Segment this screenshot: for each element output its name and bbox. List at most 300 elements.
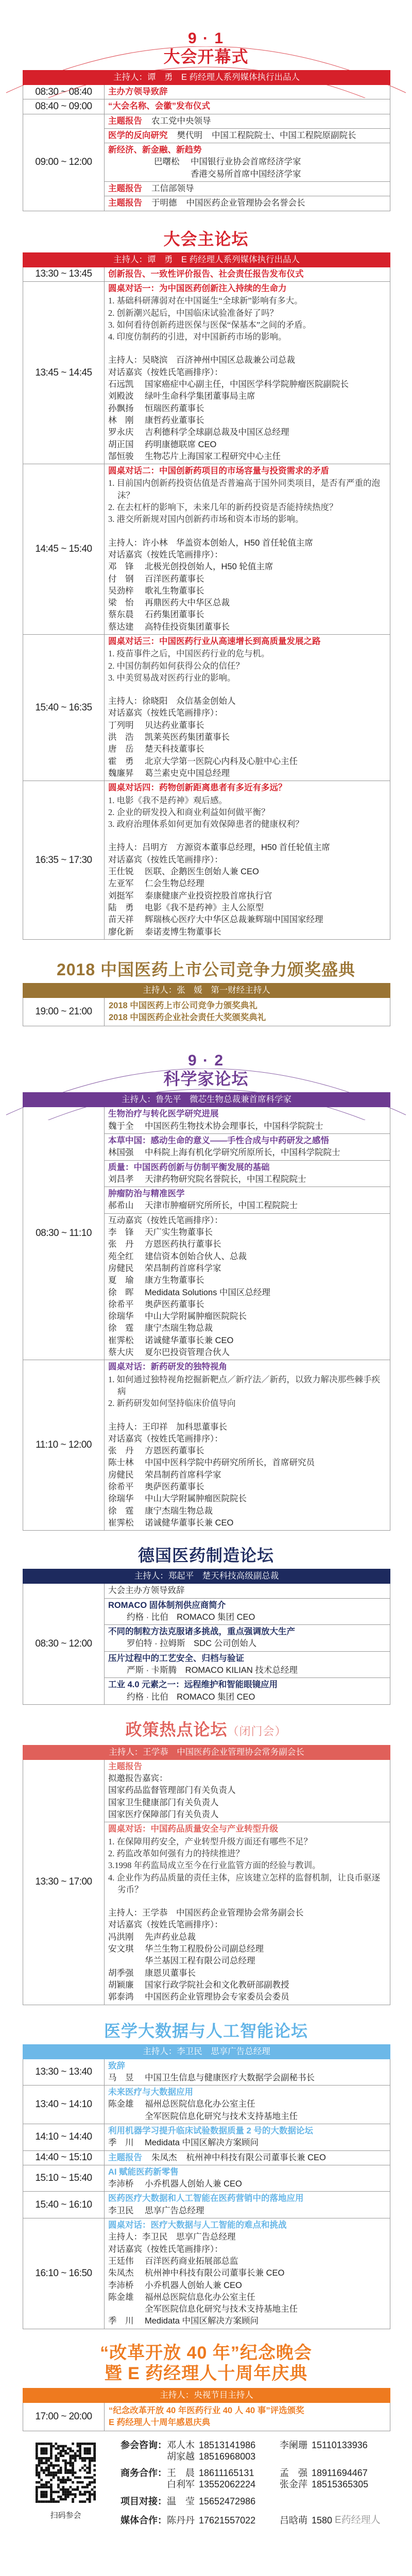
session-content (105, 1584, 390, 1704)
guest-role: 全军医院信息化研究与技术支持基地主任 (145, 2304, 298, 2314)
contact-entry (280, 2479, 368, 2490)
guest (108, 1227, 386, 1239)
qr-module (64, 2462, 67, 2465)
qr-module (43, 2469, 45, 2472)
qr-module (77, 2443, 79, 2445)
session-title: ROMACO 固体制剂供应商简介 (108, 1600, 226, 1610)
date-label: 9 · 2 (183, 1053, 229, 1069)
qr-module (74, 2494, 77, 2496)
qr-module (70, 2486, 72, 2489)
guest-role: 方恩医药执行董事长 (145, 1240, 221, 1249)
qr-module (86, 2477, 89, 2479)
guest-name: 蔡大庆 (108, 1348, 134, 1358)
guest-role: 中山大学附属肿瘤医院院长 (145, 1494, 247, 1504)
guest-name: 张 丹 (108, 1446, 134, 1456)
schedule-row (23, 634, 390, 781)
speaker-name: 朱凤杰 (151, 2153, 177, 2162)
session-title: 2018 中国医药上市公司竞争力颁奖典礼 (109, 1001, 258, 1010)
guest-role: 方恩医药董事长 (145, 1446, 204, 1456)
qr-module (70, 2460, 72, 2462)
time-slot: 19:00 ~ 21:00 (23, 998, 105, 1026)
contact-entry (167, 2451, 255, 2462)
qr-module (62, 2491, 64, 2494)
guest-role: 中国医药企业管理协会专家委员会委员 (145, 1992, 289, 2002)
qr-code (36, 2443, 96, 2503)
guest-role: 康方生物董事长 (145, 1276, 204, 1285)
speaker-line: 约格 · 比伯 ROMACO 集团 CEO (127, 1692, 255, 1702)
session-title-line (108, 86, 386, 98)
time-slot: 16:35 ~ 17:30 (23, 781, 105, 939)
qr-module (86, 2443, 89, 2445)
speaker-name: 魏于全 (108, 1121, 134, 1131)
session-title-line (108, 2060, 386, 2072)
session-item (105, 2059, 390, 2086)
discussion-question: 1. 目前国内创新药投资估值是否普遍高于国外同类项目，是否有严重的泡沫？ (108, 478, 380, 500)
guest-role: 华兰基因工程有限公司总经理 (145, 1956, 255, 1966)
speaker-name: 巴曙松 (154, 157, 180, 167)
schedule-table (23, 998, 390, 1027)
guest (108, 451, 386, 463)
speaker (108, 1174, 386, 1185)
qr-module (45, 2486, 48, 2489)
qr-module (40, 2448, 43, 2450)
qr-module (36, 2469, 38, 2472)
session-title: 主题报告 (108, 116, 142, 126)
qr-module (47, 2460, 50, 2462)
guest-name: 崔霁松 (108, 1518, 134, 1528)
qr-module (89, 2457, 91, 2460)
session-title-line (108, 183, 386, 195)
schedule-row (23, 1760, 390, 2005)
guest-name: 崔霁松 (108, 1335, 134, 1345)
qr-module (86, 2486, 89, 2489)
guest-role: 泰诺麦博生物董事长 (145, 927, 221, 937)
spacer (108, 526, 386, 537)
qr-module (47, 2472, 50, 2475)
qr-module (36, 2457, 38, 2460)
guest (108, 890, 386, 902)
guest (108, 439, 386, 451)
qr-module (45, 2474, 48, 2477)
guest-name: 房健民 (108, 1470, 134, 1480)
qr-module (45, 2448, 48, 2450)
moderator: 主持人：王学恭 中国医药企业管理协会常务副会长 (108, 1908, 304, 1918)
guest (108, 1481, 386, 1493)
time-slot: 17:00 ~ 20:00 (23, 2403, 105, 2431)
guest-role: 仁会生物总经理 (145, 879, 204, 889)
qr-module (47, 2457, 50, 2460)
schedule-row (23, 2124, 390, 2150)
session-content (105, 282, 390, 464)
qr-module (50, 2488, 53, 2491)
qr-module (55, 2472, 57, 2475)
guest-name: 孙飘扬 (108, 403, 134, 413)
schedule-table (23, 2059, 390, 2329)
session-item (105, 2218, 390, 2329)
session-title: 主题报告 (108, 198, 142, 208)
guest-role: 吉利德科学全球副总裁及中国区总经理 (145, 428, 289, 437)
discussion-question: 4. 印度仿制药的引进，对中国新药市场的影响。 (108, 332, 287, 342)
session-title-line (108, 1626, 386, 1638)
qr-module (89, 2452, 91, 2455)
time-slot: 11:10 ~ 12:00 (23, 1360, 105, 1530)
qr-module (47, 2474, 50, 2477)
speaker-name: 陈金雄 (108, 2099, 134, 2109)
time-slot: 13:30 ~ 17:00 (23, 1760, 105, 2005)
qr-module (60, 2481, 62, 2484)
session-item (105, 1584, 390, 1598)
qr-module (60, 2472, 62, 2475)
qr-label: 扫码参会 (50, 2511, 81, 2520)
guest (108, 720, 386, 732)
session-item (105, 196, 390, 210)
qr-module (40, 2491, 43, 2494)
qr-module (74, 2460, 77, 2462)
guest-name: 郭泰鸿 (108, 1992, 134, 2002)
qr-module (84, 2448, 87, 2450)
session-title-line (108, 2125, 386, 2137)
speaker-name: 刘昌孝 (108, 1174, 134, 1184)
guest-role: 奥萨医药董事长 (145, 1482, 204, 1492)
guest-role: 康恩贝董事长 (145, 1968, 196, 1978)
qr-module (50, 2474, 53, 2477)
qr-module (91, 2477, 94, 2479)
guest-role: 国家行政学院社会和文化教研部副教授 (145, 1980, 289, 1990)
guest (108, 1299, 386, 1311)
contact-phone: 15652472986 (199, 2496, 256, 2507)
qr-module (57, 2491, 60, 2494)
qr-module (57, 2472, 60, 2475)
schedule-row (23, 85, 390, 99)
guests-label: 对话嘉宾（按姓氏笔画排序）： (108, 855, 223, 865)
qr-module (64, 2450, 67, 2452)
session-title-line (108, 2087, 386, 2098)
discussion-question: 2. 药监改革如何强有力的持续推进？ (108, 1848, 244, 1858)
qr-module (45, 2481, 48, 2484)
qr-module (43, 2450, 45, 2452)
guest (108, 1311, 386, 1323)
guest-name: 徐 霆 (108, 1324, 134, 1333)
qr-module (72, 2443, 74, 2445)
session-item (105, 2124, 390, 2150)
qr-module (84, 2477, 87, 2479)
discussion-question: 1. 在保障用药安全，产业转型升级方面还有哪些不足？ (108, 1836, 312, 1846)
date-header (0, 15, 412, 47)
watermark: E药经理人 (335, 2515, 381, 2526)
qr-module (36, 2443, 38, 2445)
qr-module (43, 2443, 45, 2445)
contact-entry (167, 2439, 255, 2451)
qr-module (64, 2472, 67, 2475)
guest-name: 胡正国 (108, 439, 134, 449)
discussion-question: 2. 在去杠杆的影响下，未来几年的新药投资是否能持续热度？ (108, 502, 338, 513)
session-title: 致辞 (108, 2061, 125, 2071)
section-title-line2: 暨 E 药经理人十周年庆典 (104, 2363, 308, 2383)
session-title-line (108, 1761, 386, 1773)
session-item (105, 1133, 390, 1160)
qr-module (60, 2469, 62, 2472)
guest-role: 夏尔巴投资管理合伙人 (145, 1348, 230, 1358)
qr-module (70, 2462, 72, 2465)
qr-module (72, 2498, 74, 2501)
guest-name: 季 川 (108, 2316, 134, 2326)
qr-module (50, 2484, 53, 2486)
qr-module (64, 2488, 67, 2491)
session-item (105, 128, 390, 143)
guest-role: 再鼎医药大中华区总裁 (145, 598, 230, 608)
qr-module (40, 2462, 43, 2465)
qr-module (62, 2494, 64, 2496)
time-slot: 14:40 ~ 15:10 (23, 2151, 105, 2165)
qr-module (74, 2455, 77, 2458)
session-item (105, 282, 390, 464)
qr-module (38, 2457, 41, 2460)
qr-module (72, 2472, 74, 2475)
session-item (105, 99, 390, 113)
qr-module (81, 2501, 84, 2503)
qr-module (40, 2494, 43, 2496)
discussion-question: 3.1998 年药监局成立至今在行业监管方面的经验与教训。 (108, 1860, 321, 1871)
spacer (108, 1410, 386, 1421)
qr-module (36, 2472, 38, 2475)
session-title-line (108, 197, 386, 209)
qr-module (40, 2469, 43, 2472)
qr-module (70, 2457, 72, 2460)
qr-module (91, 2443, 94, 2445)
guest (108, 1979, 386, 1991)
guest-name: 廖化新 (108, 927, 134, 937)
session-item (105, 181, 390, 196)
qr-module (47, 2481, 50, 2484)
qr-module (72, 2494, 74, 2496)
qr-module (50, 2498, 53, 2501)
guest-name: 魏廉昇 (108, 768, 134, 778)
guest-name: 蔡东晨 (108, 610, 134, 620)
qr-module (40, 2484, 43, 2486)
qr-module (84, 2469, 87, 2472)
guest (108, 1991, 386, 2003)
schedule-row (23, 2218, 390, 2329)
qr-module (93, 2469, 96, 2472)
session-title-line (108, 1600, 386, 1612)
session-content (105, 2059, 390, 2086)
qr-module (53, 2501, 55, 2503)
qr-module (36, 2445, 38, 2448)
schedule-row (23, 1107, 390, 1360)
contact-name: 吕晗萌 (280, 2515, 307, 2526)
section-title-text: “改革开放 40 年”纪念晚会 (100, 2343, 312, 2363)
qr-module (64, 2479, 67, 2482)
qr-module (55, 2457, 57, 2460)
contact-section (0, 2437, 412, 2526)
schedule-table (23, 267, 390, 940)
qr-module (43, 2491, 45, 2494)
guest (108, 2303, 386, 2315)
section-award (0, 960, 412, 1027)
qr-module (60, 2488, 62, 2491)
section-title-suffix: （闭门会） (227, 1724, 287, 1738)
speaker-name (154, 168, 191, 180)
host-bar: 主持人：谭 勇 E 药经理人系列媒体执行出品人 (23, 70, 390, 85)
qr-module (93, 2474, 96, 2477)
guest (108, 902, 386, 914)
session-item (105, 1213, 390, 1360)
qr-module (79, 2469, 81, 2472)
guest-role: 诺诚健华董事长兼 CEO (145, 1518, 234, 1528)
speaker-name: 工信部领导 (151, 184, 194, 194)
guest (108, 379, 386, 391)
qr-module (93, 2452, 96, 2455)
qr-module (93, 2496, 96, 2498)
speaker-role: 中国卫生信息与健康医疗大数据学会副秘书长 (145, 2073, 315, 2082)
qr-module (89, 2481, 91, 2484)
guest (108, 1347, 386, 1359)
section-title (0, 2022, 412, 2040)
guest-role: 泰康健康产业投资控股首席执行官 (145, 891, 272, 901)
qr-module (50, 2448, 53, 2450)
section-title-text: 大会主论坛 (163, 229, 249, 248)
session-title: 圆桌对话一：为中国医药创新注入持续的生命力 (108, 283, 287, 293)
qr-module (60, 2496, 62, 2498)
time-slot: 16:10 ~ 16:50 (23, 2218, 105, 2329)
qr-module (43, 2448, 45, 2450)
qr-module (45, 2467, 48, 2469)
qr-module (64, 2452, 67, 2455)
qr-module (36, 2491, 38, 2494)
guest (108, 1955, 386, 1967)
session-content (105, 2403, 390, 2431)
qr-module (79, 2455, 81, 2458)
discussion-question: 3. 中美贸易战对医药行业的影响。 (108, 672, 236, 683)
session-title: 本草中国：感动生命的意义——手性合成与中药研发之感悟 (108, 1136, 329, 1145)
guest-name: 邓 锋 (108, 562, 134, 572)
qr-module (89, 2443, 91, 2445)
qr-module (67, 2448, 70, 2450)
contact-label: 项目对接： (121, 2496, 167, 2507)
qr-module (93, 2498, 96, 2501)
session-title: 主题报告 (108, 184, 142, 194)
guests-label: 对话嘉宾（按姓氏笔画排序）： (108, 1920, 223, 1930)
qr-module (36, 2474, 38, 2477)
qr-module (38, 2501, 41, 2503)
qr-module (70, 2455, 72, 2458)
session-content (105, 1107, 390, 1360)
speaker-role: Medidata 中国区解决方案顾问 (145, 2138, 259, 2148)
qr-module (38, 2474, 41, 2477)
contact-name: 张金萍 (280, 2479, 307, 2490)
qr-module (43, 2472, 45, 2475)
guest (108, 1517, 386, 1529)
qr-module (70, 2450, 72, 2452)
session-content (105, 1760, 390, 2005)
guest-name: 唐 岳 (108, 744, 134, 754)
qr-module (50, 2464, 53, 2467)
guests-label: 对话嘉宾（按姓氏笔画排序）： (108, 550, 223, 560)
qr-module (50, 2450, 53, 2452)
qr-module (81, 2467, 84, 2469)
qr-module (89, 2460, 91, 2462)
time-slot: 13:45 ~ 14:45 (23, 282, 105, 464)
contact-phone: 18611165131 (199, 2468, 254, 2479)
section-title (0, 960, 412, 979)
guest-role: 国家癌症中心副主任，中国医学科学院肿瘤医院副院长 (145, 380, 349, 389)
discussion-question: 2. 新药研发如何坚持临床价值导向 (108, 1398, 236, 1409)
spacer (108, 343, 386, 354)
guest-role: 华兰生物工程股份公司副总经理 (145, 1944, 264, 1954)
qr-module (36, 2488, 38, 2491)
session-title-line (108, 2193, 386, 2205)
contact-name: 王 晨 (167, 2468, 195, 2479)
host-bar: 主持人：王学恭 中国医药企业管理协会常务副会长 (23, 1745, 390, 1760)
session-title: 质量：中国医药创新与仿制平衡发展的基础 (108, 1162, 270, 1172)
qr-module (81, 2486, 84, 2489)
guest-role: 荣昌制药首席科学家 (145, 1263, 221, 1273)
qr-module (91, 2488, 94, 2491)
qr-module (57, 2501, 60, 2503)
qr-module (40, 2501, 43, 2503)
discussion-question: 1. 基础科研薄弱对在中国诞生“全球新”影响有多大。 (108, 296, 303, 306)
qr-module (64, 2460, 67, 2462)
guest-role: 康宁杰瑞生物总裁 (145, 1506, 213, 1516)
guest-name: 刘殿波 (108, 392, 134, 401)
qr-module (43, 2501, 45, 2503)
contact-phone: 15110133936 (312, 2440, 368, 2451)
guest-role: 先声药业总裁 (145, 1932, 196, 1942)
qr-module (86, 2498, 89, 2501)
session-title: 工业 4.0 元素之一：远程维护和智能眼镜应用 (108, 1680, 278, 1690)
schedule-table (23, 1760, 390, 2005)
guest-name: 徐 晖 (108, 1287, 134, 1297)
qr-module (60, 2445, 62, 2448)
guest (108, 2267, 386, 2279)
qr-module (89, 2469, 91, 2472)
qr-module (36, 2498, 38, 2501)
session-content (105, 781, 390, 939)
guest-role: 小乔机器人创始人兼 CEO (145, 2280, 242, 2290)
guest-role: 建信资本创始合伙人、总裁 (145, 1251, 247, 1261)
qr-module (64, 2469, 67, 2472)
contact-phone: 13552062224 (199, 2479, 256, 2490)
qr-module (45, 2460, 48, 2462)
guest-name: 徐 霆 (108, 1506, 134, 1516)
qr-module (93, 2457, 96, 2460)
qr-module (36, 2450, 38, 2452)
qr-module (89, 2462, 91, 2465)
qr-module (64, 2445, 67, 2448)
guests-label: 互动嘉宾（按姓氏笔画排序）： (108, 1215, 223, 1225)
qr-module (74, 2488, 77, 2491)
qr-module (84, 2491, 87, 2494)
speaker (108, 2137, 386, 2149)
contact-entry (280, 2439, 368, 2451)
qr-module (67, 2462, 70, 2465)
session-title-line (108, 636, 386, 648)
qr-module (45, 2501, 48, 2503)
qr-module (77, 2486, 79, 2489)
qr-module (45, 2462, 48, 2465)
text-line: 大会主办方领导致辞 (108, 1586, 185, 1596)
session-title: 圆桌对话：医疗大数据与人工智能的难点和挑战 (108, 2221, 287, 2230)
qr-module (40, 2460, 43, 2462)
guest (108, 391, 386, 402)
qr-module (50, 2443, 53, 2445)
qr-module (84, 2443, 87, 2445)
qr-module (64, 2467, 67, 2469)
session-title-line (108, 2152, 386, 2164)
schedule-row (23, 281, 390, 464)
qr-module (70, 2469, 72, 2472)
qr-module (86, 2484, 89, 2486)
